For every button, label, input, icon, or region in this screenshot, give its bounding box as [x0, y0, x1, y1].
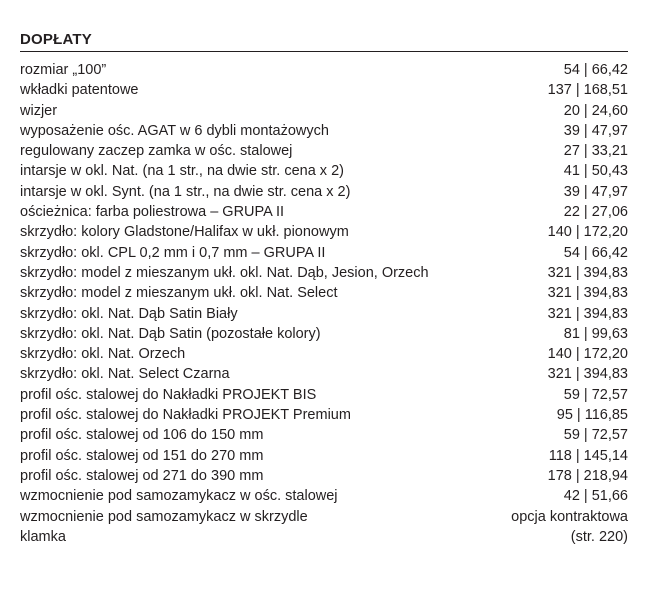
- surcharge-price: 321 | 394,83: [547, 285, 628, 302]
- surcharge-row: [20, 466, 628, 486]
- surcharge-row: [20, 80, 628, 100]
- surcharge-label: profil ośc. stalowej od 271 do 390 mm: [20, 467, 264, 484]
- surcharge-row: [20, 101, 628, 121]
- surcharge-row: [20, 486, 628, 506]
- surcharge-label: wzmocnienie pod samozamykacz w skrzydle: [20, 508, 308, 525]
- surcharge-label: skrzydło: okl. Nat. Orzech: [20, 346, 186, 363]
- surcharge-label: skrzydło: model z mieszanym ukł. okl. Nat. Select: [20, 285, 338, 302]
- surcharge-row: [20, 60, 628, 80]
- surcharge-price: (str. 220): [570, 528, 628, 545]
- surcharge-price: 321 | 394,83: [547, 366, 628, 383]
- surcharge-row: [20, 385, 628, 405]
- surcharge-label: wzmocnienie pod samozamykacz w ośc. stalowej: [20, 488, 338, 505]
- surcharge-label: profil ośc. stalowej od 151 do 270 mm: [20, 447, 264, 464]
- surcharge-label: skrzydło: model z mieszanym ukł. okl. Nat. Dąb, Jesion, Orzech: [20, 264, 429, 281]
- surcharge-price: 95 | 116,85: [556, 407, 628, 424]
- surcharge-label: skrzydło: okl. Nat. Dąb Satin Biały: [20, 305, 238, 322]
- surcharge-row: [20, 121, 628, 141]
- surcharge-label: regulowany zaczep zamka w ośc. stalowej: [20, 143, 293, 160]
- surcharge-price: 81 | 99,63: [563, 325, 628, 342]
- surcharge-row: [20, 263, 628, 283]
- surcharge-price: 22 | 27,06: [563, 204, 628, 221]
- surcharge-list: [20, 60, 628, 547]
- surcharge-row: [20, 507, 628, 527]
- surcharge-label: profil ośc. stalowej do Nakładki PROJEKT BIS: [20, 386, 317, 403]
- surcharge-price: 137 | 168,51: [547, 82, 628, 99]
- surcharge-row: [20, 222, 628, 242]
- surcharge-row: [20, 324, 628, 344]
- surcharge-price: opcja kontraktowa: [511, 508, 628, 525]
- surcharge-price: 54 | 66,42: [563, 62, 628, 78]
- surcharge-price: 39 | 47,97: [563, 122, 628, 139]
- surcharge-label: wkładki patentowe: [20, 82, 139, 99]
- section-title: DOPŁATY: [20, 31, 92, 48]
- surcharge-row: [20, 283, 628, 303]
- surcharge-row: [20, 364, 628, 384]
- surcharge-row: [20, 527, 628, 547]
- surcharge-label: wizjer: [20, 102, 58, 119]
- surcharge-price: 27 | 33,21: [563, 143, 628, 160]
- surcharge-price: 39 | 47,97: [563, 183, 628, 200]
- surcharge-price: 321 | 394,83: [547, 305, 628, 322]
- surcharge-price: 59 | 72,57: [563, 427, 628, 444]
- surcharge-label: profil ośc. stalowej od 106 do 150 mm: [20, 427, 264, 444]
- surcharge-price: 41 | 50,43: [563, 163, 628, 180]
- surcharge-row: [20, 425, 628, 445]
- surcharge-label: profil ośc. stalowej do Nakładki PROJEKT Premium: [20, 407, 351, 424]
- surcharge-row: [20, 405, 628, 425]
- surcharge-row: [20, 141, 628, 161]
- surcharge-label: klamka: [20, 528, 66, 545]
- surcharge-price: 321 | 394,83: [547, 264, 628, 281]
- surcharge-row: [20, 161, 628, 181]
- surcharge-label: ościeżnica: farba poliestrowa – GRUPA II: [20, 204, 285, 221]
- surcharge-label: rozmiar „100”: [20, 62, 107, 78]
- surcharge-price: 54 | 66,42: [563, 244, 628, 261]
- surcharge-price: 42 | 51,66: [563, 488, 628, 505]
- surcharge-price: 20 | 24,60: [563, 102, 628, 119]
- surcharge-label: skrzydło: okl. Nat. Select Czarna: [20, 366, 230, 383]
- surcharge-price: 59 | 72,57: [563, 386, 628, 403]
- surcharge-row: [20, 243, 628, 263]
- surcharge-row: [20, 202, 628, 222]
- surcharge-price: 178 | 218,94: [547, 467, 628, 484]
- surcharge-row: [20, 344, 628, 364]
- surcharge-row: [20, 182, 628, 202]
- surcharge-price: 140 | 172,20: [547, 224, 628, 241]
- surcharge-row: [20, 304, 628, 324]
- surcharge-price: 118 | 145,14: [548, 447, 628, 464]
- surcharge-price: 140 | 172,20: [547, 346, 628, 363]
- surcharge-label: skrzydło: okl. Nat. Dąb Satin (pozostałe kolory): [20, 325, 321, 342]
- surcharge-label: skrzydło: kolory Gladstone/Halifax w ukł. pionowym: [20, 224, 349, 241]
- surcharge-label: intarsje w okl. Synt. (na 1 str., na dwie str. cena x 2): [20, 183, 351, 200]
- title-divider: [20, 51, 628, 52]
- surcharge-label: wyposażenie ośc. AGAT w 6 dybli montażowych: [20, 122, 329, 139]
- surcharge-label: skrzydło: okl. CPL 0,2 mm i 0,7 mm – GRUPA II: [20, 244, 326, 261]
- surcharge-row: [20, 446, 628, 466]
- surcharge-label: intarsje w okl. Nat. (na 1 str., na dwie str. cena x 2): [20, 163, 344, 180]
- surcharges-section: [20, 30, 628, 547]
